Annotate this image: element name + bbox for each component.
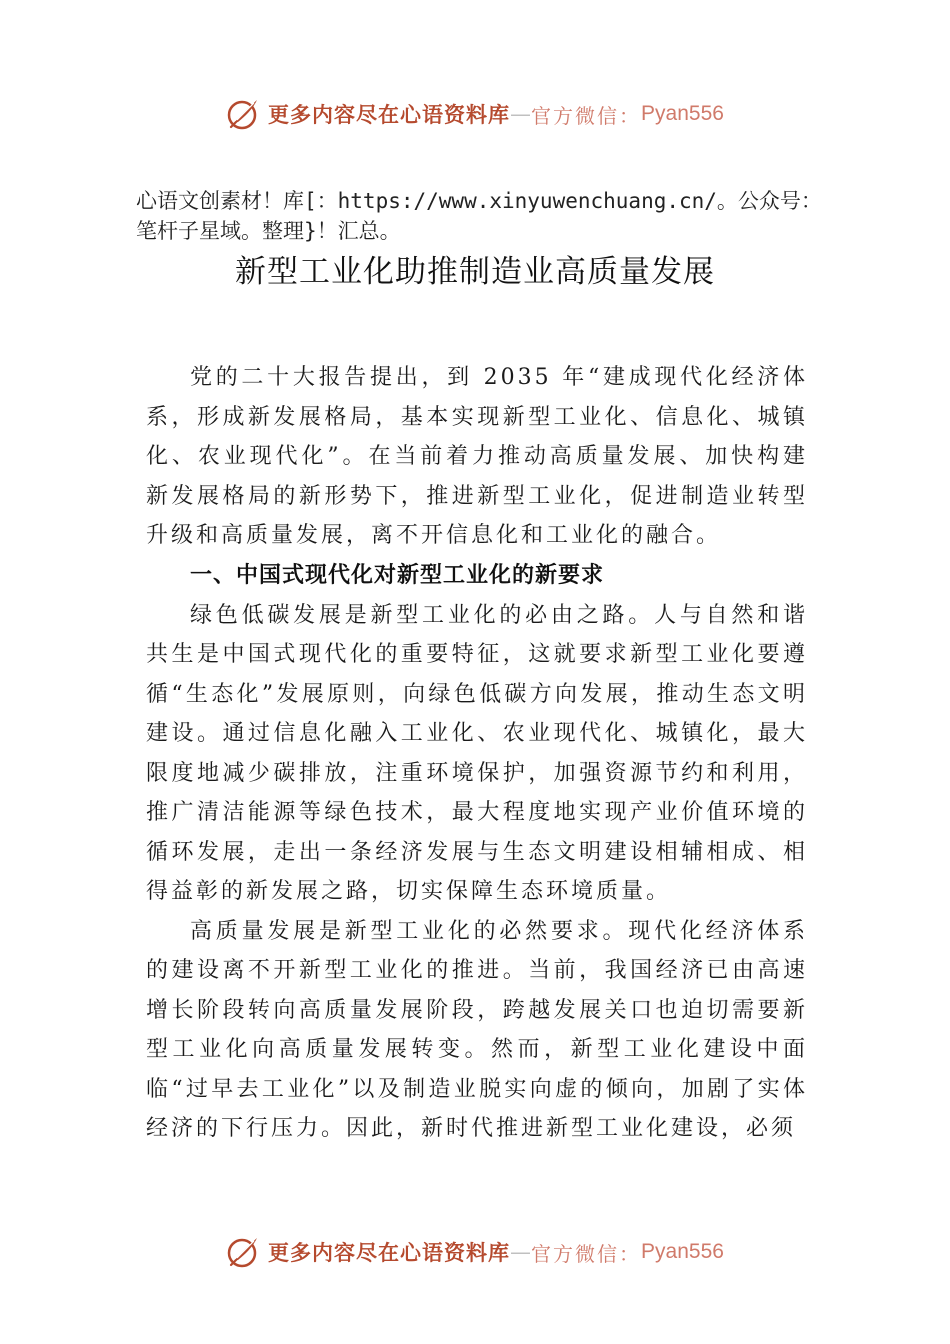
banner-text: 更多内容尽在心语资料库 (268, 1240, 511, 1265)
document-title: 新型工业化助推制造业高质量发展 (235, 254, 715, 290)
banner-wechat-id: Pyan556 (641, 1240, 724, 1263)
body-paragraph-1: 绿色低碳发展是新型工业化的必由之路。人与自然和谐共生是中国式现代化的重要特征，这就要求新型工业化要遵循“生态化”发展原则，向绿色低碳方向发展，推动生态文明建设。通过信息化融入工业化、农业现代化、城镇化，最大限度地减少碳排放，注重环境保护，加强资源节约和利用，推广清洁能源等绿色技术，最大程度地实现产业价值环境的循环发展，走出一条经济发展与生态文明建设相辅相成、相得益彰的新发展之路，切实保障生态环境质量。 (146, 602, 808, 904)
intro-paragraph: 党的二十大报告提出，到 2035 年“建成现代化经济体系，形成新发展格局，基本实现新型工业化、信息化、城镇化、农业现代化”。在当前着力推动高质量发展、加快构建新发展格局的新形势下，推进新型工业化，促进制造业转型升级和高质量发展，离不开信息化和工业化的融合。 (146, 365, 808, 548)
banner-separator: — (510, 102, 532, 126)
banner-wechat-label: 官方微信： (531, 1241, 642, 1266)
source-note: 心语文创素材！库[：https://www.xinyuwenchuang.cn/。公众号：笔杆子星域。整理}！汇总。 (136, 189, 822, 243)
banner-wechat-label: 官方微信： (531, 103, 642, 128)
quill-pen-logo-icon (226, 1234, 262, 1270)
document-body (146, 358, 808, 1149)
quill-pen-logo-icon (226, 96, 262, 132)
header-banner (0, 92, 950, 136)
banner-separator: — (510, 1240, 532, 1264)
banner-text: 更多内容尽在心语资料库 (268, 102, 511, 127)
body-paragraph-2: 高质量发展是新型工业化的必然要求。现代化经济体系的建设离不开新型工业化的推进。当前，我国经济已由高速增长阶段转向高质量发展阶段，跨越发展关口也迫切需要新型工业化向高质量发展转变。然而，新型工业化建设中面临“过早去工业化”以及制造业脱实向虚的倾向，加剧了实体经济的下行压力。因此，新时代推进新型工业化建设，必须 (146, 918, 808, 1141)
footer-banner (0, 1230, 950, 1274)
banner-wechat-id: Pyan556 (641, 102, 724, 125)
section-heading: 一、中国式现代化对新型工业化的新要求 (190, 562, 605, 588)
